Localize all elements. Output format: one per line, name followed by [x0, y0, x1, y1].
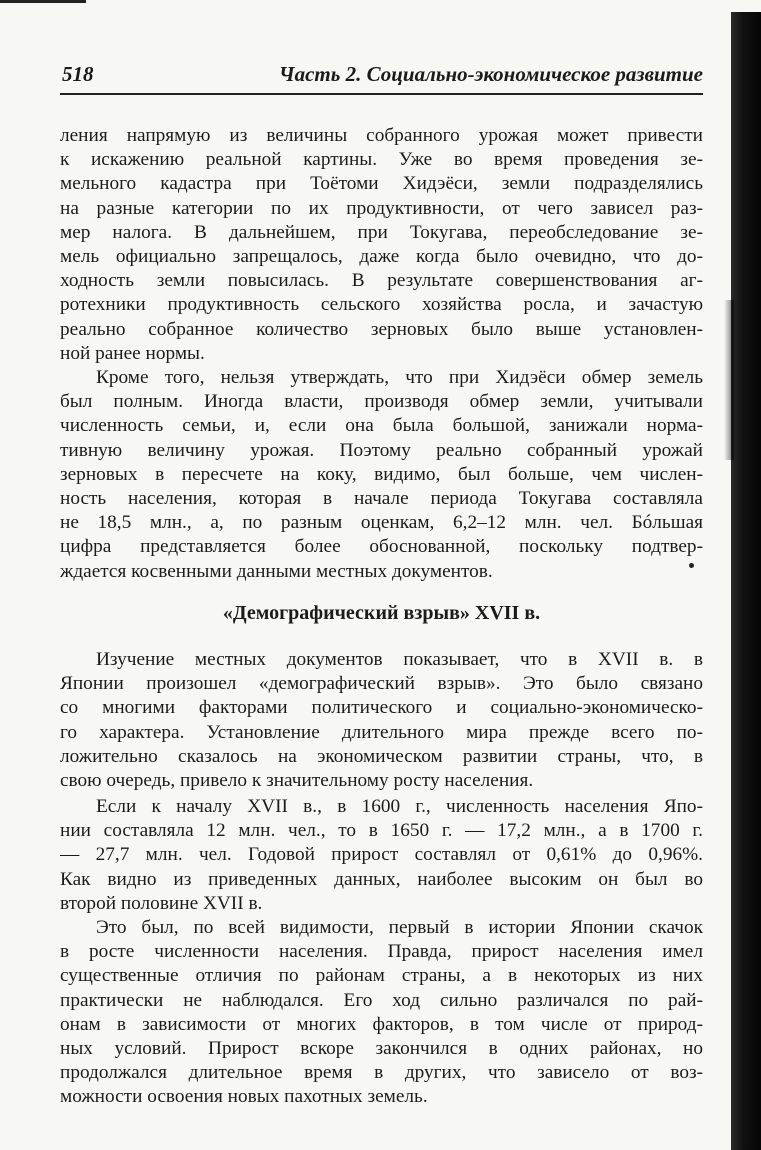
text-line: Кроме того, нельзя утверждать, что при Хидэёси обмер земель [96, 367, 703, 388]
text-line: — 27,7 млн. чел. Годовой прирост составлял от 0,61% до 0,96%. [60, 844, 703, 866]
section-heading: «Демографический взрыв» XVII в. [222, 602, 541, 624]
text-line: зерновых в пересчете на коку, видимо, был больше, чем числен- [60, 463, 703, 485]
text-line: го характера. Установление длительного мира прежде всего по- [60, 721, 703, 743]
text-line: ной ранее нормы. [60, 342, 205, 364]
text-line: ных условий. Прирост вскоре закончился в одних районах, но [60, 1037, 703, 1059]
text-line: свою очередь, привело к значительному росту населения. [60, 769, 534, 791]
text-line: Японии произошел «демографический взрыв». Это было связано [60, 673, 703, 695]
text-line: нии составляла 12 млн. чел., то в 1650 г. — 17,2 млн., а в 1700 г. [60, 820, 703, 842]
text-line: Если к началу XVII в., в 1600 г., численность населения Япо- [96, 796, 703, 817]
text-line: ротехники продуктивность сельского хозяйства росла, и зачастую [60, 294, 703, 316]
text-line: не 18,5 млн., а, по разным оценкам, 6,2–12 млн. чел. Бóльшая [60, 512, 703, 534]
text-line: можности освоения новых пахотных земель. [60, 1086, 428, 1108]
text-line: ложительно сказалось на экономическом развитии страны, что, в [60, 745, 703, 767]
text-line: мер налога. В дальнейшем, при Токугава, переобследование зе- [60, 221, 703, 243]
page-number: 518 [62, 62, 94, 86]
text-line: был полным. Иногда власти, производя обмер земли, учитывали [60, 391, 703, 413]
text-line: мель официально запрещалось, даже когда было очевидно, что до- [60, 245, 703, 267]
text-line: со многими факторами политического и социально-экономическо- [60, 697, 703, 719]
text-line: в росте численности населения. Правда, прирост населения имел [60, 941, 703, 963]
text-line: продолжался длительное время в других, что зависело от воз- [60, 1062, 703, 1084]
page-edge-shadow [731, 12, 761, 1150]
text-line: реально собранное количество зерновых было выше установлен- [60, 318, 703, 340]
text-line: ность населения, которая в начале периода Токугава составляла [60, 487, 703, 509]
margin-dot [689, 563, 694, 568]
paragraph-5 [60, 916, 703, 1110]
text-line: на разные категории по их продуктивности, от чего зависел раз- [60, 197, 703, 219]
top-edge-mark [0, 0, 86, 3]
text-line: Это был, по всей видимости, первый в истории Японии скачок [96, 917, 703, 938]
running-title: Часть 2. Социально-экономическое развитие [278, 62, 703, 86]
text-line: ления напрямую из величины собранного урожая может привести [60, 125, 703, 146]
paragraph-1 [60, 124, 703, 366]
text-line: тивную величину урожая. Поэтому реально собранный урожай [60, 439, 703, 461]
text-line: Изучение местных документов показывает, что в XVII в. в [96, 649, 703, 670]
text-line: существенные отличия по районам страны, а в некоторых из них [60, 965, 703, 987]
text-line: к искажению реальной картины. Уже во время проведения зе- [60, 149, 703, 171]
paragraph-3 [60, 648, 703, 793]
text-line: мельного кадастра при Тоётоми Хидэёси, земли подразделялись [60, 173, 703, 195]
paragraph-2 [60, 366, 703, 584]
text-line: цифра представляется более обоснованной, поскольку подтвер- [60, 536, 703, 558]
page-edge-shadow-soft [724, 300, 734, 460]
text-line: онам в зависимости от многих факторов, в том числе от природ- [60, 1013, 703, 1035]
text-line: ходность земли повысилась. В результате совершенствования аг- [60, 270, 703, 292]
text-line: численность семьи, и, если она была большой, занижали норма- [60, 415, 703, 437]
text-line: Как видно из приведенных данных, наиболее высоким он был во [60, 868, 703, 890]
page-header [62, 60, 703, 90]
paragraph-4 [60, 795, 703, 916]
text-line: практически не наблюдался. Его ход сильно различался по рай- [60, 989, 703, 1011]
header-rule [60, 93, 703, 95]
text-line: второй половине XVII в. [60, 892, 263, 914]
text-line: ждается косвенными данными местных документов. [60, 560, 493, 582]
